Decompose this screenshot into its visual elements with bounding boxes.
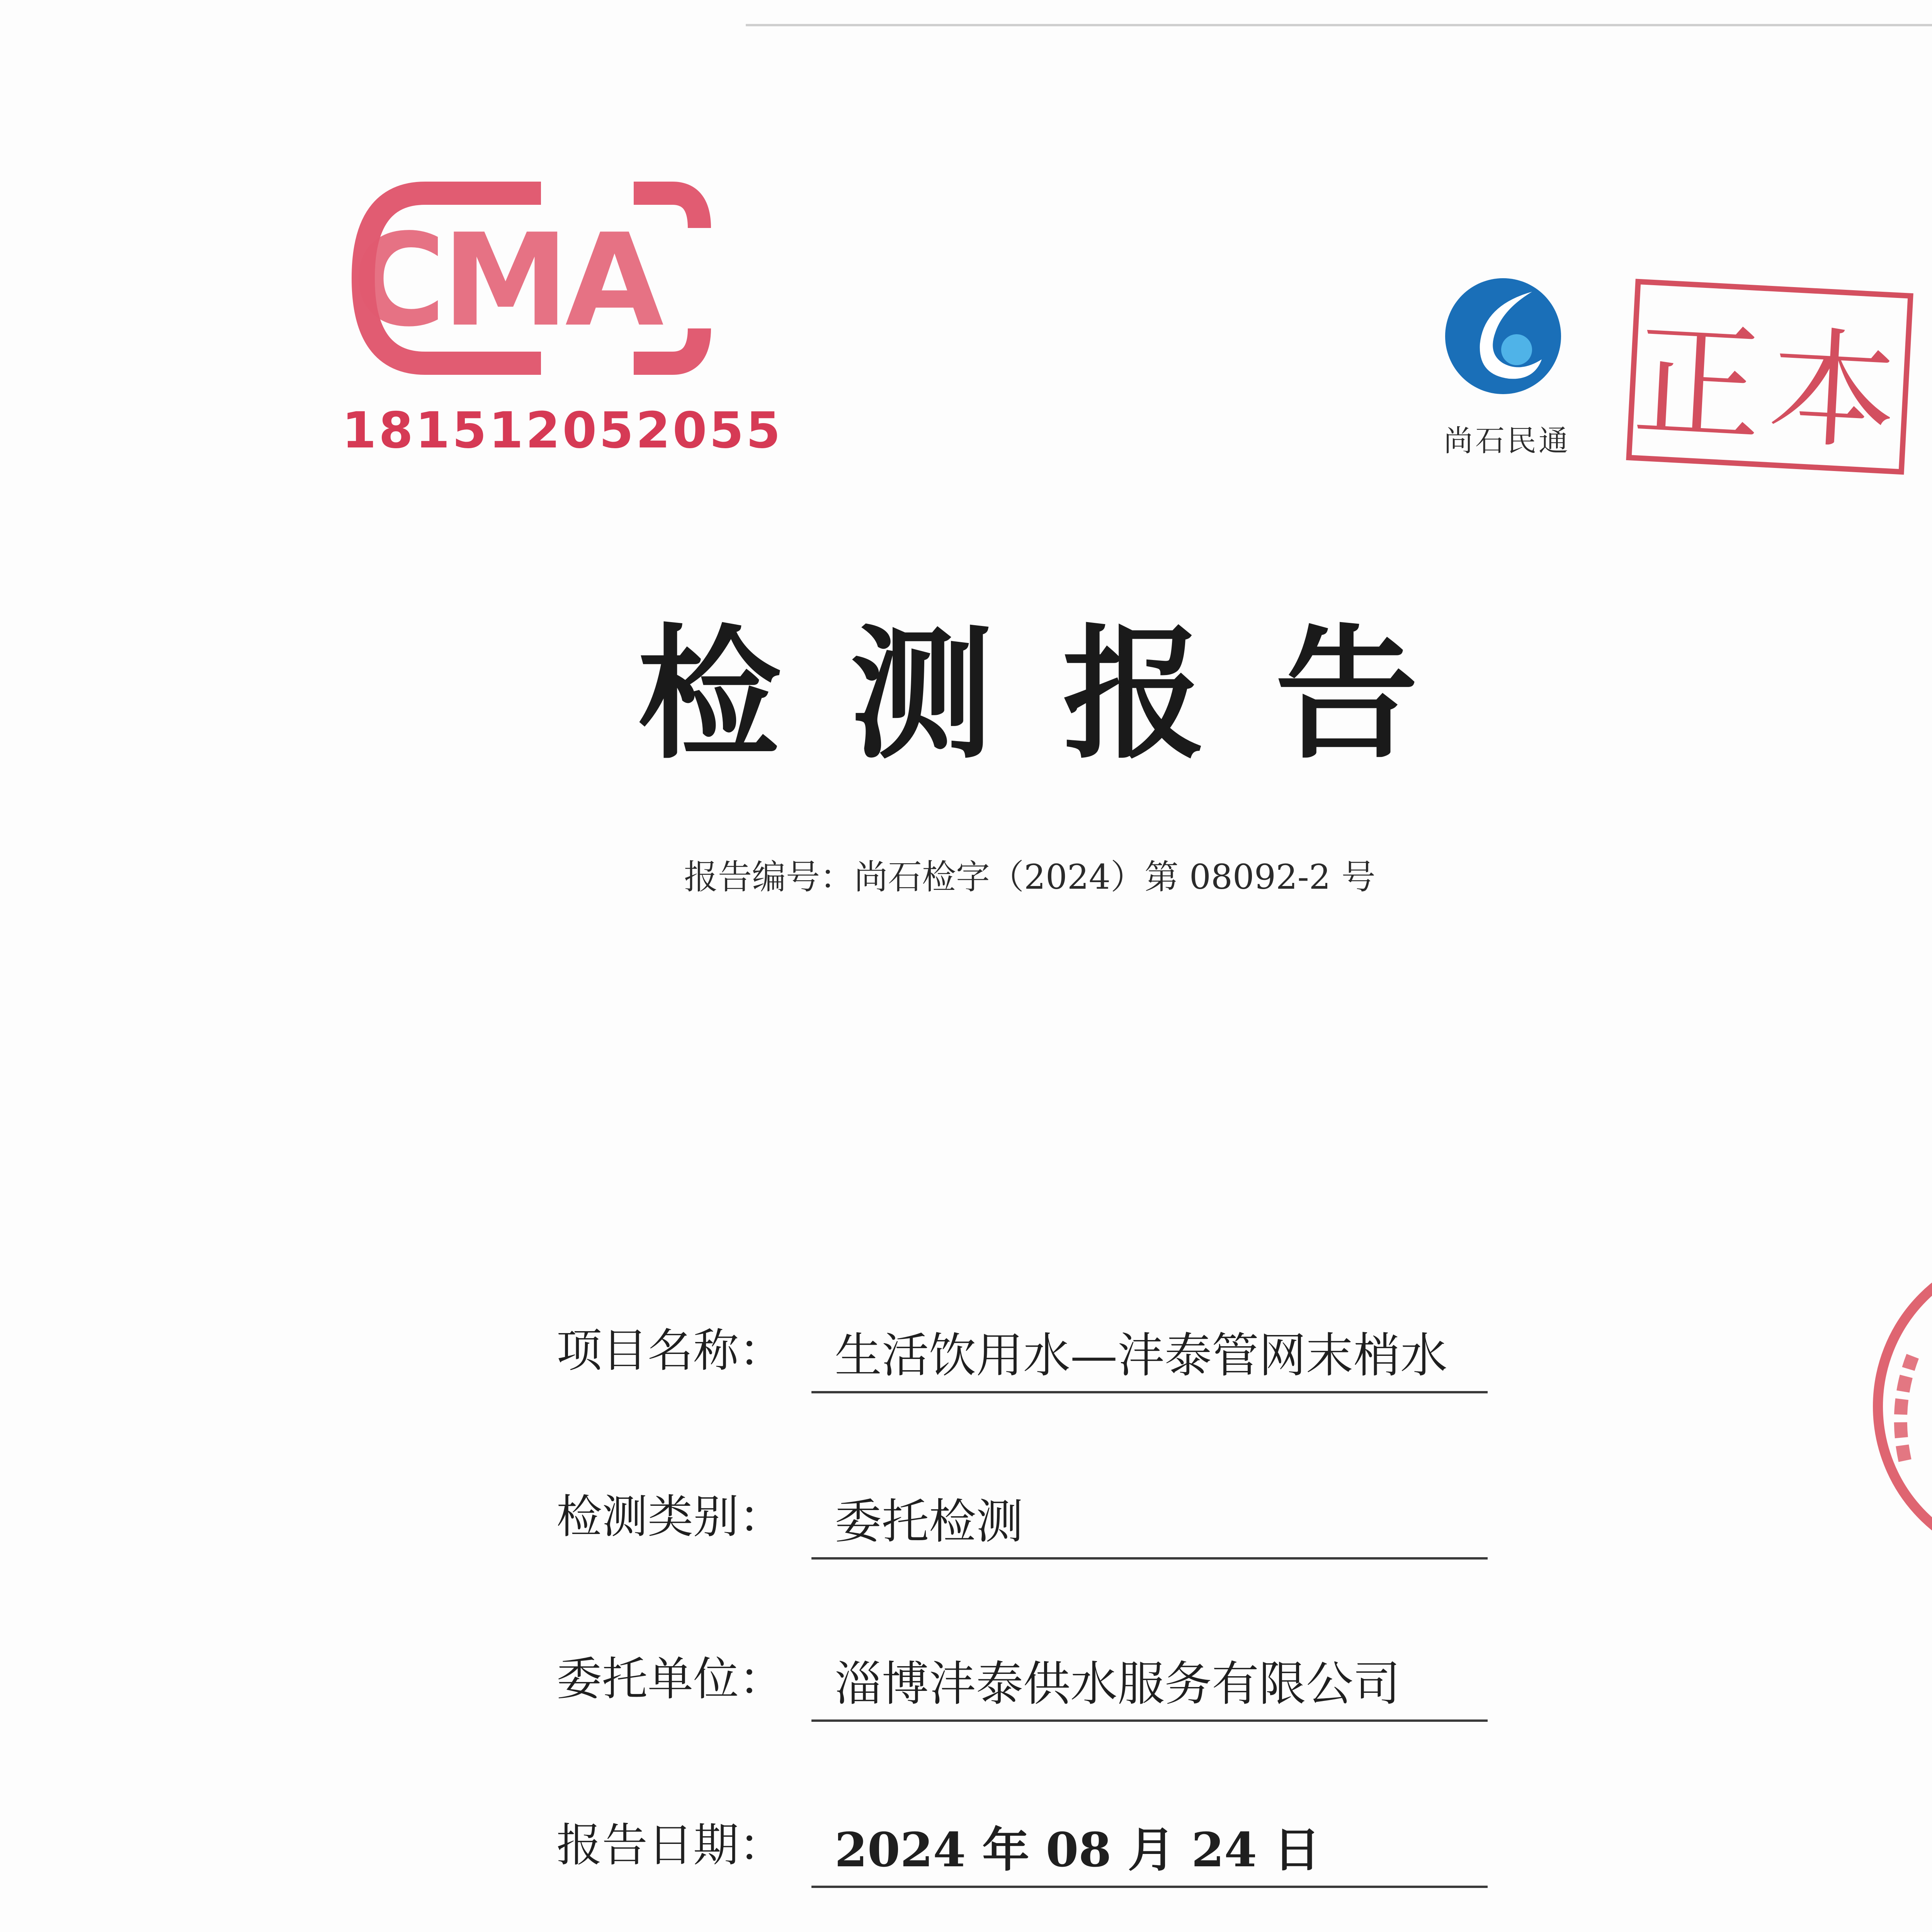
field-project-name [556, 1314, 1499, 1406]
field-report-date [556, 1808, 1499, 1901]
cma-seal [340, 170, 719, 386]
field-underline [811, 1391, 1488, 1393]
scan-edge-line [746, 24, 1932, 26]
field-underline [811, 1557, 1488, 1560]
field-value: 2024 年 08 月 24 日 [835, 1822, 1321, 1878]
field-test-category [556, 1480, 1499, 1573]
field-client [556, 1642, 1499, 1735]
field-label: 委托单位： [556, 1652, 785, 1706]
field-label: 检测类别： [556, 1490, 785, 1543]
original-copy-stamp: 正本 [1626, 279, 1913, 474]
field-label: 项目名称： [556, 1324, 785, 1377]
report-number: 报告编号：尚石检字（2024）第 08092-2 号 [684, 857, 1376, 897]
field-label: 报告日期： [556, 1818, 785, 1872]
field-value: 淄博沣泰供水服务有限公司 [835, 1656, 1400, 1711]
field-underline [811, 1719, 1488, 1722]
field-value: 生活饮用水—沣泰管网末梢水 [835, 1328, 1447, 1383]
cma-seal-letters: CMA [352, 206, 660, 355]
company-logo-text: 尚石民通 [1444, 423, 1570, 458]
field-value: 委托检测 [835, 1494, 1023, 1549]
cma-certificate-number: 181512052055 [342, 402, 783, 459]
page-title: 检测报告 [638, 612, 1488, 778]
field-underline [811, 1886, 1488, 1888]
company-logo-icon [1437, 270, 1569, 402]
edge-partial-seal [1847, 1221, 1932, 1592]
